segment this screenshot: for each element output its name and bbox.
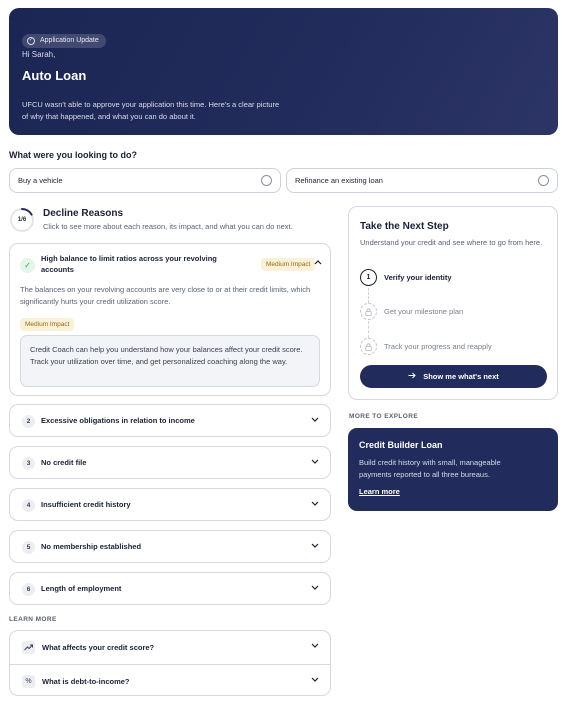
impact-badge: Medium Impact [261,258,315,271]
reason-card[interactable] [9,404,331,437]
learn-item-debt-to-income[interactable] [10,664,330,697]
option-refinance[interactable] [286,168,558,193]
step-number: 1 [360,269,377,286]
reason-label: No credit file [41,458,87,467]
reason-card[interactable] [9,488,331,521]
chevron-down-icon[interactable] [311,501,319,509]
learn-more-link[interactable]: Learn more [359,487,400,496]
option-label: Refinance an existing loan [295,176,383,185]
check-circle-icon: ✓ [28,37,34,43]
percent-icon: % [22,675,35,688]
promo-description: Build credit history with small, manageable payments reported to all three bureaus. [359,458,501,479]
reason-number: 2 [22,415,35,428]
decision-header [9,8,558,135]
step-verify-identity[interactable] [360,269,550,287]
reason-number: 4 [22,499,35,512]
reason-number: 5 [22,541,35,554]
chevron-up-icon[interactable] [314,259,322,267]
promo-title: Credit Builder Loan [359,440,443,450]
greeting: Hi Sarah, [22,50,56,59]
chevron-down-icon[interactable] [311,417,319,425]
radio-button[interactable] [261,175,272,186]
reason-number: 6 [22,583,35,596]
decline-reasons-title: Decline Reasons [43,208,124,219]
reason-card[interactable] [9,446,331,479]
reason-description: The balances on your revolving accounts are very close to or at their credit limits, which significantly hurts your credit utilization score. [20,285,311,306]
lock-icon [360,338,377,355]
learn-item-label: What affects your credit score? [42,643,155,652]
radio-button[interactable] [538,175,549,186]
reason-label: Excessive obligations in relation to income [41,416,195,425]
progress-count: 1/6 [17,217,27,223]
learn-more-list [9,630,331,696]
reason-label: Length of employment [41,584,122,593]
credit-coach-callout: Credit Coach can help you understand how your balances affect your credit score. Track your utilization over time, and get personalized coaching along the way. [20,335,320,387]
show-next-button[interactable] [360,365,547,388]
step-milestone-plan [360,303,550,321]
credit-builder-card [348,428,558,511]
step-label: Get your milestone plan [384,307,464,316]
chevron-down-icon[interactable] [311,643,319,651]
decision-message: UFCU wasn't able to approve your application this time. Here's a clear picture of why that happened, and what you can do about it. [22,100,280,121]
learn-item-credit-score[interactable] [10,631,330,664]
arrow-right-icon [408,372,416,381]
reason-label: Insufficient credit history [41,500,131,509]
step-connector [368,288,369,303]
step-connector [368,321,369,338]
option-label: Buy a vehicle [18,176,63,185]
reason-label: No membership established [41,542,142,551]
learn-item-label: What is debt-to-income? [42,677,130,686]
reason-card[interactable] [9,530,331,563]
next-step-description: Understand your credit and see where to go from here. [360,238,543,247]
reason-card[interactable] [9,572,331,605]
step-label: Track your progress and reapply [384,342,492,351]
next-step-title: Take the Next Step [360,221,449,232]
chevron-down-icon[interactable] [311,585,319,593]
application-update-badge [22,34,106,48]
decline-reasons-subtitle: Click to see more about each reason, its impact, and what you can do next. [43,222,293,231]
learn-more-heading: LEARN MORE [9,616,57,623]
chevron-down-icon[interactable] [311,543,319,551]
trend-up-icon [22,641,35,654]
step-track-progress [360,338,550,356]
goal-question: What were you looking to do? [9,150,137,160]
chevron-down-icon[interactable] [311,677,319,685]
chevron-down-icon[interactable] [311,459,319,467]
next-step-panel [348,206,558,400]
explore-heading: MORE TO EXPLORE [349,413,419,420]
reason-number: 3 [22,457,35,470]
badge-label: Application Update [40,37,99,44]
reason-card-expanded[interactable] [9,243,331,396]
page-title: Auto Loan [22,68,87,83]
check-icon: ✓ [20,258,35,273]
reason-header[interactable] [20,253,322,275]
lock-icon [360,303,377,320]
button-label: Show me what's next [423,372,499,381]
reason-title: High balance to limit ratios across your revolving accounts [41,254,217,274]
option-buy-vehicle[interactable] [9,168,281,193]
impact-badge: Medium Impact [20,318,74,331]
step-label: Verify your identity [384,273,452,282]
